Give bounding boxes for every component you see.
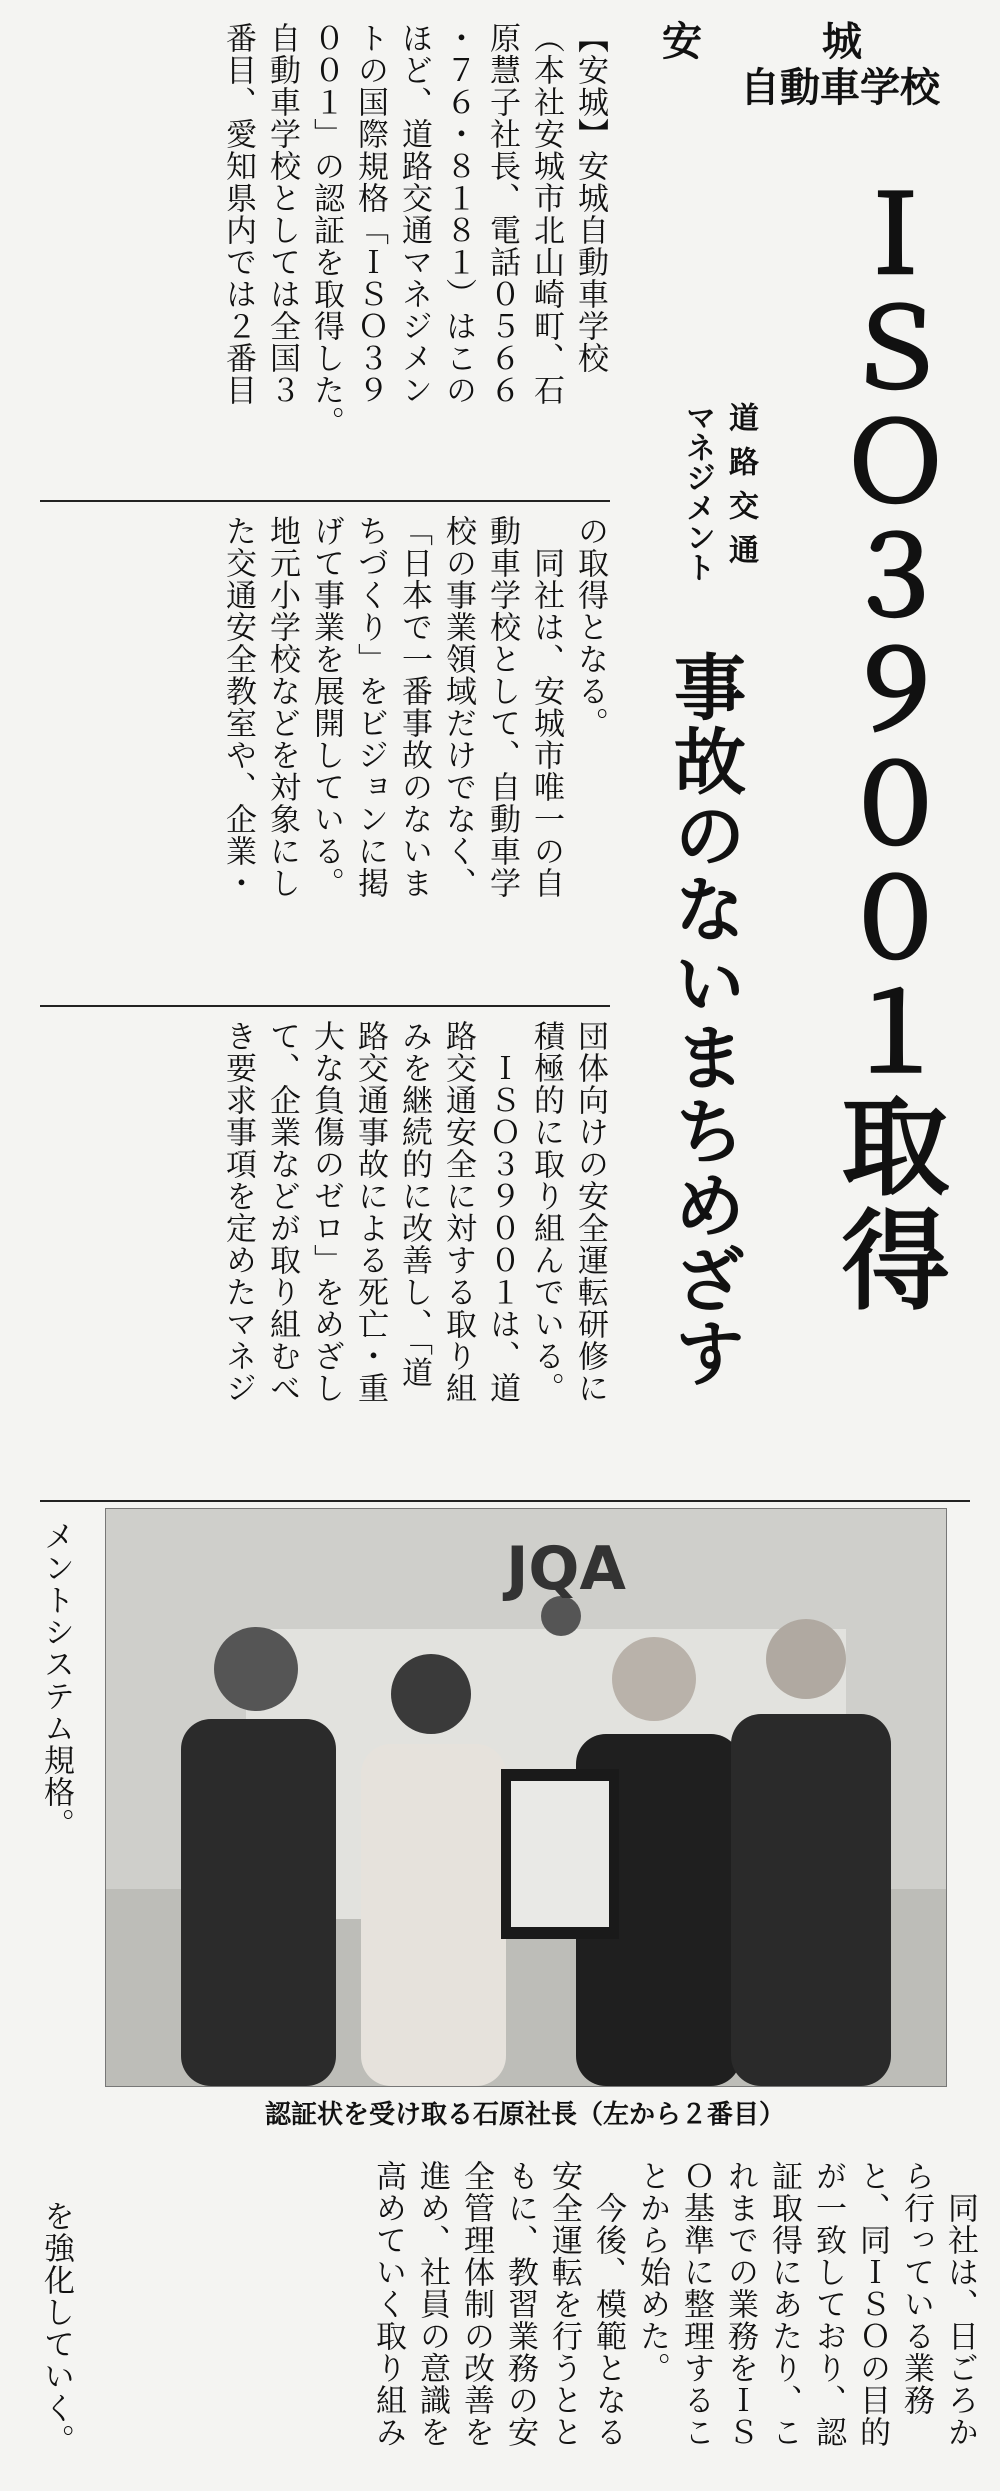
text-column: みを継続的に改善し、「道 bbox=[396, 1020, 432, 1389]
text-column: 積極的に取り組んでいる。 bbox=[528, 1020, 564, 1404]
text-column: ら行っている業務 bbox=[898, 2160, 934, 2416]
text-column: 校の事業領域だけでなく、 bbox=[440, 515, 476, 899]
text-column: 証取得にあたり、こ bbox=[766, 2160, 802, 2448]
body-side: メントシステム規格。 bbox=[38, 1520, 74, 1840]
divider bbox=[40, 1005, 610, 1007]
text-column: ほど、道路交通マネジメン bbox=[396, 22, 432, 406]
text-column: 大な負傷のゼロ」をめざし bbox=[308, 1020, 344, 1404]
text-column: 自動車学校としては全国３ bbox=[264, 22, 300, 406]
text-column: Ｏ基準に整理するこ bbox=[678, 2160, 714, 2448]
text-column: （本社安城市北山崎町、石 bbox=[528, 22, 564, 406]
text-column: ・７６・８１８１）はこの bbox=[440, 22, 476, 406]
text-column: た交通安全教室や、企業・ bbox=[220, 515, 256, 899]
text-column: げて事業を展開している。 bbox=[308, 515, 344, 899]
text-column: 同社は、日ごろか bbox=[942, 2160, 978, 2448]
text-column: 団体向けの安全運転研修に bbox=[572, 1020, 608, 1404]
subhead-main: 事故のないまちめざす bbox=[662, 650, 746, 1390]
sign-text: JQA bbox=[506, 1534, 626, 1604]
kicker-line2: 自動車学校 bbox=[740, 65, 940, 111]
text-column: 番目、愛知県内では２番目 bbox=[220, 22, 256, 406]
headline: ＩＳＯ３９００１取得 bbox=[823, 178, 949, 1318]
text-column: 動車学校として、自動車学 bbox=[484, 515, 520, 899]
subhead-small1: 道路交通 bbox=[723, 402, 758, 578]
divider bbox=[40, 1500, 970, 1502]
text-column: 安全運転を行うとと bbox=[546, 2160, 582, 2448]
text-column: れまでの業務をＩＳ bbox=[722, 2160, 758, 2448]
text-column: 「日本で一番事故のないま bbox=[396, 515, 432, 899]
text-column: もに、教習業務の安 bbox=[502, 2160, 538, 2448]
text-column: 路交通事故による死亡・重 bbox=[352, 1020, 388, 1404]
text-column: 全管理体制の改善を bbox=[458, 2160, 494, 2448]
text-column: 地元小学校などを対象にし bbox=[264, 515, 300, 899]
text-column: 今後、模範となる bbox=[590, 2160, 626, 2448]
kicker-line1: 安 城 bbox=[662, 19, 902, 65]
text-column: ちづくり」をビジョンに掲 bbox=[352, 515, 388, 899]
text-column: 進め、社員の意識を bbox=[414, 2160, 450, 2448]
photo bbox=[105, 1508, 947, 2087]
subhead-small2: マネジメント bbox=[680, 402, 715, 582]
text-column: 路交通安全に対する取り組 bbox=[440, 1020, 476, 1404]
text-column: き要求事項を定めたマネジ bbox=[220, 1020, 256, 1404]
text-column: ００１」の認証を取得した。 bbox=[308, 22, 344, 438]
divider bbox=[40, 500, 610, 502]
text-column: トの国際規格「ＩＳＯ３９ bbox=[352, 22, 388, 406]
text-column: とから始めた。 bbox=[634, 2160, 670, 2384]
text-column: 同社は、安城市唯一の自 bbox=[528, 515, 564, 899]
text-column: 【安城】安城自動車学校 bbox=[572, 22, 608, 374]
text-column: て、企業などが取り組むべ bbox=[264, 1020, 300, 1404]
text-column: 原慧子社長、電話０５６６ bbox=[484, 22, 520, 406]
photo-caption: 認証状を受け取る石原社長（左から２番目） bbox=[264, 2100, 785, 2130]
body-end: を強化していく。 bbox=[38, 2200, 74, 2456]
text-column: と、同ＩＳＯの目的 bbox=[854, 2160, 890, 2448]
text-column: ＩＳＯ３９００１は、道 bbox=[484, 1020, 520, 1404]
text-column: の取得となる。 bbox=[572, 515, 608, 739]
text-column: 高めていく取り組み bbox=[370, 2160, 406, 2448]
text-column: が一致しており、認 bbox=[810, 2160, 846, 2448]
